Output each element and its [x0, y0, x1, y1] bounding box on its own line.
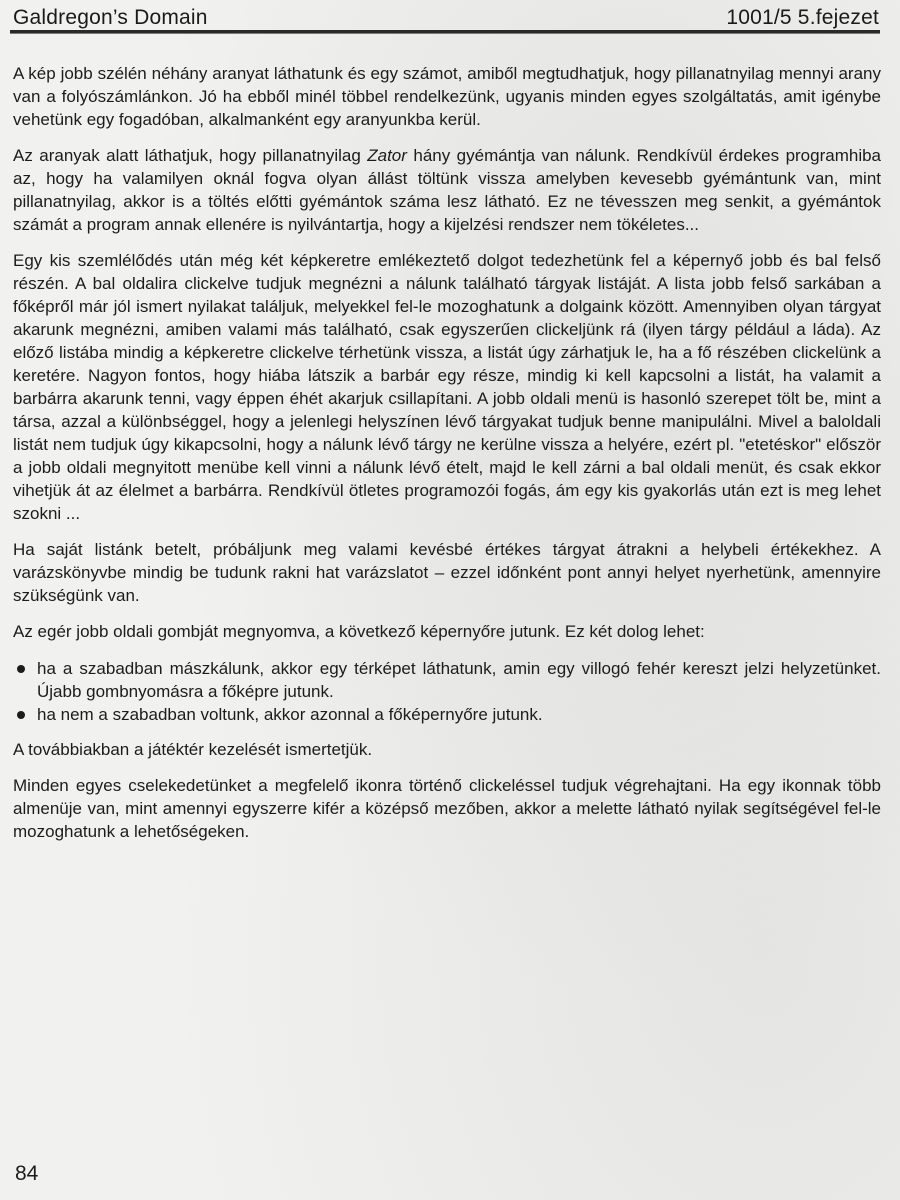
paragraph-icons: Minden egyes cselekedetünket a megfelelő ikonra történő clickeléssel tudjuk végrehajtani. Ha egy ikonnak több almenüje van, mint amennyi egyszerre kifér a középső mezőben, akkor a melette látható nyilak segítségével fel-le mozoghatunk a lehetőségeken.: [13, 776, 881, 841]
list-item-text: ha nem a szabadban voltunk, akkor azonnal a főképernyőre jutunk.: [37, 705, 543, 724]
page-number: 84: [15, 1162, 39, 1185]
bullet-icon: [17, 665, 25, 673]
header-chapter: 1001/5 5.fejezet: [726, 6, 879, 29]
list-item: [13, 703, 881, 726]
paragraph-full-list: Ha saját listánk betelt, próbáljunk meg valami kevésbé értékes tárgyat átrakni a helybeli értékekhez. A varázskönyvbe mindig be tudunk rakni hat varázslatot – ezzel időnként pont annyi helyet nyerhetünk, amennyire szükségünk van.: [13, 540, 881, 605]
paragraph-gold: A kép jobb szélén néhány aranyat láthatunk és egy számot, amiből megtudhatjuk, hogy pillanatnyilag mennyi arany van a folyószámlánkon. Jó ha ebből minél többel rendelkezünk, ugyanis minden egyes szolgáltatás, amit igénybe vehetünk egy fogadóban, alkalmanként egy aranyunkba kerül.: [13, 64, 881, 129]
header-rule: [10, 30, 880, 34]
body-text: [13, 62, 881, 856]
list-item-text: ha a szabadban mászkálunk, akkor egy térképet láthatunk, amin egy villogó fehér kereszt jelzi helyzetünket. Újabb gombnyomásra a főképre jutunk.: [37, 659, 881, 701]
list-item: [13, 657, 881, 703]
character-name: Zator: [367, 146, 407, 165]
paragraph-diamonds: [13, 144, 881, 236]
header-title: Galdregon’s Domain: [13, 6, 208, 29]
paragraph-right-button: Az egér jobb oldali gombját megnyomva, a következő képernyőre jutunk. Ez két dolog lehet:: [13, 622, 705, 641]
paragraph-intro-controls: A továbbiakban a játéktér kezelését ismertetjük.: [13, 740, 373, 759]
running-header: [13, 4, 879, 30]
paragraph-diamonds-end: hány gyémántja van nálunk. Rendkívül érdekes programhiba az, hogy ha valamilyen oknál fogva olyan állást töltünk vissza amelyben kevesebb gyémántunk van, mint pillanatnyilag, akkor is a töltés előtti gyémántok száma lesz látható. Ez ne tévesszen meg senkit, a gyémántok számát a program annak ellenére is nyilvántartja, hogy a kijelzési rendszer nem tökéletes...: [13, 146, 882, 234]
bullet-list: [13, 657, 881, 726]
paragraph-diamonds-start: Az aranyak alatt láthatjuk, hogy pillanatnyilag: [13, 146, 368, 165]
paragraph-inventory: Egy kis szemlélődés után még két képkeretre emlékeztető dolgot tedezhetünk fel a képernyő jobb és bal felső részén. A bal oldalira clickelve tudjuk megnézni a nálunk található tárgyak listáját. A lista jobb felső sarkában a főképről már jól ismert nyilakat találjuk, melyekkel fel-le mozoghatunk a dolgaink között. Amennyiben olyan tárgyat akarunk megnézni, amiben valami más található, csak egyszerűen clickeljünk rá (ilyen tárgy például a láda). Az előző listába mindig a képkeretre clickelve térhetünk vissza, a listát úgy zárhatjuk le, ha a fő részében clickelünk a keretére. Nagyon fontos, hogy hiába látszik a barbár egy része, mindig ki kell kapcsolni a listát, ha valamit a barbárra akarunk tenni, vagy éppen éhét akarjuk csillapítani. A jobb oldali menü is hasonló szerepet tölt be, mint a társa, azzal a különbséggel, hogy a jelenlegi helyszínen lévő tárgyakat tudjuk benne manipulálni. Mivel a baloldali listát nem tudjuk úgy kikapcsolni, hogy a nálunk lévő tárgy ne kerülne vissza a helyére, ezért pl. "etetéskor" először a jobb oldali megnyitott menübe kell vinni a nálunk lévő ételt, majd le kell zárni a bal oldali menüt, és csak ekkor vihetjük át az élelmet a barbárra. Rendkívül ötletes programozói fogás, ám egy kis gyakorlás után ezt is meg lehet szokni ...: [13, 251, 881, 523]
bullet-icon: [17, 711, 25, 719]
